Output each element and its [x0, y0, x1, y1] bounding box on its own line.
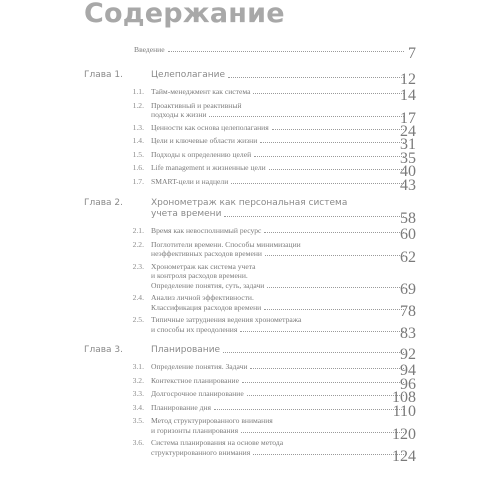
page-number: 92	[400, 346, 416, 363]
section-number: 1.2.	[132, 100, 144, 110]
section-title	[151, 376, 239, 386]
section-title-line: Время как невосполнимый ресурс	[151, 226, 262, 235]
dot-leader	[264, 232, 404, 233]
page-number: 40	[400, 163, 416, 180]
page-number: 83	[400, 324, 416, 342]
dot-leader	[209, 116, 404, 117]
chapter-title-line: Планирование	[151, 345, 221, 355]
section-title	[151, 177, 228, 187]
dot-leader	[168, 51, 404, 52]
dot-leader	[250, 368, 404, 369]
page-number: 124	[392, 447, 416, 465]
section-number: 2.3.	[132, 261, 144, 271]
page-number: 108	[392, 389, 416, 406]
chapter-title-line: Целеполагание	[151, 70, 225, 80]
section-number: 3.4.	[132, 402, 144, 412]
chapter-title-line: учета времени	[151, 209, 222, 219]
section-title	[151, 87, 250, 97]
dot-leader	[254, 156, 404, 157]
section-title-line: подходы к жизни	[151, 110, 207, 119]
chapter-title	[151, 70, 225, 81]
section-number: 1.5.	[132, 149, 144, 159]
page-number: 24	[400, 122, 416, 140]
dot-leader	[223, 352, 404, 353]
page-number: 94	[400, 362, 416, 379]
page-number: 96	[400, 375, 416, 393]
section-title-line: и способы их преодоления	[151, 324, 238, 334]
section-title	[151, 362, 247, 372]
section-title	[151, 389, 244, 399]
dot-leader	[228, 77, 404, 78]
section-title-line: Долгосрочное планирование	[151, 389, 244, 398]
page-number: 31	[400, 136, 416, 153]
section-number: 2.1.	[132, 226, 144, 235]
section-title-line: структурированного внимания	[151, 447, 251, 457]
section-title-line: Система планирования на основе метода	[151, 438, 284, 447]
section-number: 3.1.	[132, 362, 144, 371]
section-number: 3.3.	[132, 389, 144, 398]
section-title	[151, 262, 264, 291]
page-title: Содержание	[84, 0, 285, 29]
page-number: 7	[408, 45, 416, 62]
page-number: 110	[392, 402, 416, 420]
section-title-line: Подходы к определению целей	[151, 149, 252, 159]
dot-leader	[240, 331, 404, 332]
section-number: 1.4.	[132, 136, 144, 145]
section-title-line: Контекстное планирование	[151, 375, 239, 385]
section-title	[151, 226, 261, 236]
section-title	[151, 403, 211, 413]
section-title-line: Хронометраж как система учета	[151, 261, 256, 271]
dot-leader	[264, 309, 404, 310]
section-number: 1.1.	[132, 87, 144, 96]
page-number: 60	[400, 226, 416, 243]
section-number: 3.5.	[132, 416, 144, 425]
section-title-line: Определение понятия, суть, задачи	[151, 280, 265, 290]
section-title	[151, 136, 257, 146]
section-title-line: и горизонты планирования	[151, 425, 239, 435]
section-title-line: и контроля расходов времени.	[151, 271, 248, 280]
section-title-line: Тайм-менеджмент как система	[151, 87, 251, 96]
page-number: 35	[400, 149, 416, 167]
section-title-line: Планирование дня	[151, 402, 212, 412]
chapter-title-line: Хронометраж как персональная система	[151, 198, 348, 208]
dot-leader	[253, 454, 404, 455]
dot-leader	[267, 287, 404, 288]
section-title-line: Определение понятия. Задачи	[151, 362, 248, 371]
section-number: 1.6.	[132, 163, 144, 172]
section-title	[151, 123, 269, 133]
dot-leader	[242, 382, 404, 383]
dot-leader	[241, 432, 404, 433]
section-title	[151, 163, 266, 173]
dot-leader	[253, 93, 404, 94]
entry-title: Введение	[134, 45, 165, 54]
page-number: 17	[400, 110, 416, 127]
page-number: 120	[392, 425, 416, 443]
section-number: 2.5.	[132, 315, 144, 324]
section-title-line: Life management и жизненные цели	[151, 163, 266, 172]
section-title-line: Метод структурированного внимания	[151, 416, 273, 425]
section-title-line: неэффективных расходов времени	[151, 249, 262, 258]
page-number: 43	[400, 176, 416, 194]
dot-leader	[265, 255, 404, 256]
section-title	[151, 293, 261, 312]
section-title-line: Классификация расходов времени	[151, 302, 262, 312]
chapter-label: Глава 3.	[84, 345, 124, 355]
section-title-line: Ценности как основа целеполагания	[151, 122, 269, 132]
dot-leader	[269, 169, 404, 170]
page-number: 12	[400, 71, 416, 88]
section-title-line: Анализ личной эффективности.	[151, 293, 254, 302]
section-title-line: Проактивный и реактивный	[151, 100, 242, 110]
page-number: 58	[400, 210, 416, 227]
page-number: 14	[400, 87, 416, 104]
chapter-title	[151, 345, 220, 356]
dot-leader	[214, 409, 404, 410]
dot-leader	[247, 395, 404, 396]
page-number: 78	[400, 302, 416, 320]
chapter-label: Глава 1.	[84, 70, 124, 80]
page-number: 62	[400, 249, 416, 266]
dot-leader	[224, 216, 404, 217]
section-number: 1.3.	[132, 122, 144, 132]
page-number: 69	[400, 280, 416, 298]
section-title-line: Поглотители времени. Способы минимизации	[151, 239, 301, 249]
dot-leader	[260, 142, 404, 143]
section-title-line: Типичные затруднения ведения хронометража	[151, 315, 302, 324]
section-number: 2.4.	[132, 293, 144, 302]
section-title-line: Цели и ключевые области жизни	[151, 136, 258, 145]
section-number: 3.6.	[132, 438, 144, 447]
section-number: 3.2.	[132, 375, 144, 385]
dot-leader	[272, 129, 404, 130]
section-title-line: SMART-цели и надцели	[151, 176, 229, 186]
chapter-label: Глава 2.	[84, 198, 124, 208]
section-number: 1.7.	[132, 176, 144, 186]
section-number: 2.2.	[132, 239, 144, 249]
dot-leader	[231, 183, 404, 184]
section-title	[151, 150, 251, 160]
